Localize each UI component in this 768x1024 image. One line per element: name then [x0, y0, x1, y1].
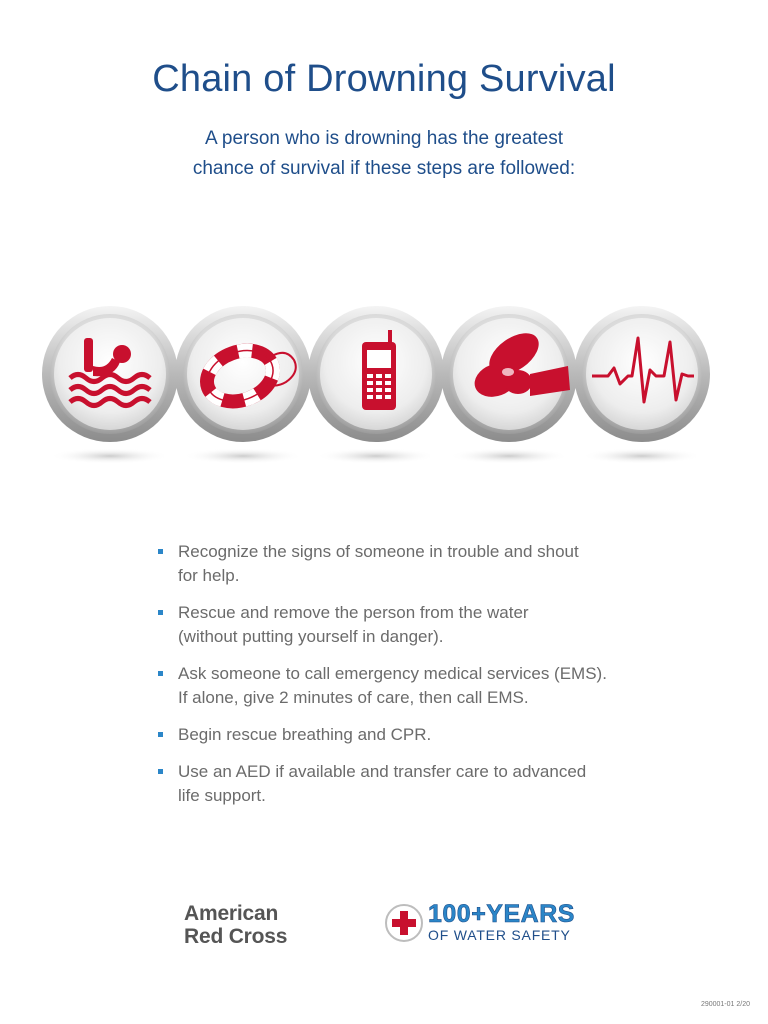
- american-red-cross-logo: American Red Cross: [184, 902, 288, 948]
- list-item: Recognize the signs of someone in trouble and shout for help.: [158, 540, 658, 588]
- page-title: Chain of Drowning Survival: [152, 58, 616, 100]
- list-item: Use an AED if available and transfer care to advanced life support.: [158, 760, 658, 808]
- list-item: Begin rescue breathing and CPR.: [158, 723, 658, 747]
- bullet-square-icon: [158, 671, 163, 676]
- cell-phone-icon: [362, 330, 396, 410]
- survival-chain-graphic: [40, 296, 730, 476]
- chain-link-call: [308, 306, 444, 442]
- chain-link-recognize: [42, 306, 178, 442]
- chain-link-rescue: [175, 306, 311, 442]
- water-safety-anniversary-logo: [384, 898, 594, 948]
- years-headline: 100+YEARS: [428, 900, 575, 928]
- list-item: Rescue and remove the person from the water (without putting yourself in danger).: [158, 601, 658, 649]
- chain-link-aed: [574, 306, 710, 442]
- bullet-square-icon: [158, 769, 163, 774]
- bullet-square-icon: [158, 549, 163, 554]
- subtitle-line-2: chance of survival if these steps are followed:: [192, 158, 576, 179]
- chain-link-cpr: [441, 306, 577, 442]
- years-tagline: OF WATER SAFETY: [428, 927, 571, 943]
- bullet-square-icon: [158, 610, 163, 615]
- subtitle-line-1: A person who is drowning has the greatest: [204, 128, 564, 149]
- page-subtitle: [0, 124, 768, 184]
- steps-list: [158, 540, 658, 821]
- document-number: 290001-01 2/20: [700, 1001, 750, 1008]
- red-cross-icon: [386, 905, 422, 941]
- list-item: Ask someone to call emergency medical services (EMS). If alone, give 2 minutes of care, then call EMS.: [158, 662, 658, 710]
- bullet-square-icon: [158, 732, 163, 737]
